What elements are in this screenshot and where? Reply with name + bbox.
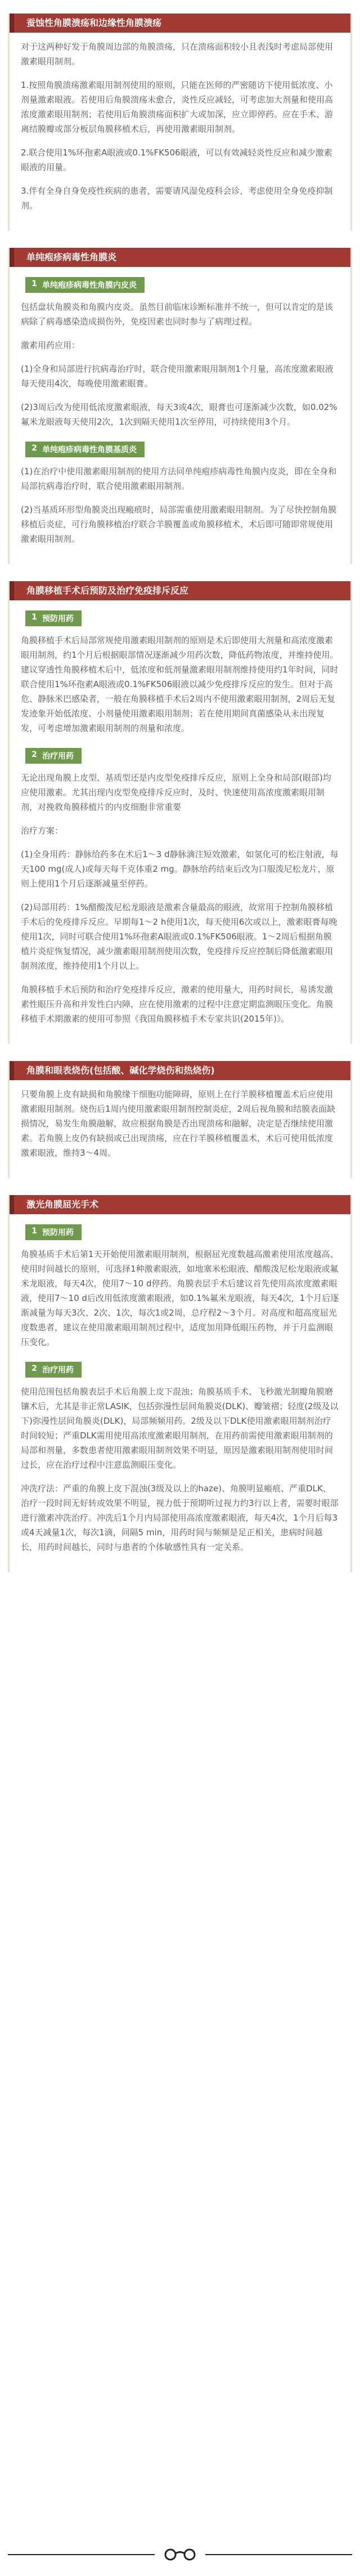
paragraph: (1)在治疗中使用激素眼用制剂的使用方法同单纯疱疹病毒性角膜内皮炎，即在全身和局部抗病毒治疗时，联合使用激素眼用制剂。 [21,466,337,491]
paragraph: 激素用药应用： [21,340,80,350]
section-title: 激光角膜屈光手术 [10,1195,350,1214]
paragraph: (1)全身和局部进行抗病毒治疗时，联合使用激素眼用制剂1个月量，高浓度激素眼液每天使用4次，每晚使用激素眼膏。 [21,364,334,389]
paragraph: 角膜移植手术后局部常规使用激素眼用制剂的原则是术后即使用大剂量和高浓度激素眼用制剂，约1个月后根据眼部情况逐渐减少用药次数，降低药物浓度，并维持使用。建议穿透性角膜移植术后中，低浓度和低剂量激素眼用制剂维持使用约1年时间，同时联合使用1%环孢素A眼液或0.1%FK506眼液以减少免疫排斥反应的发生。但对于高危、静脉米巴感染者，一般在角膜移植手术后2周内不使用激素眼用制剂，2周后无复发迹象开始低浓度、小剂量使用激素眼用制剂；若在使用期间真菌感染从未出现复发，可考虑增加激素眼用制剂的剂量和浓度。 [21,635,339,733]
paragraph: 角膜基质手术后第1天开始使用激素眼用制剂，根据屈光度数越高激素使用浓度越高、使用时间越长的原则，可选择1种激素眼液，如地塞米松眼液、醋酸泼尼松龙眼液或氟米龙眼液，每天4次，使用7～10 d停药。角膜表层手术后建议首先使用高浓度激素眼液，使用7～10 d后改用低浓度激素眼液，如0.1%氟米龙眼液，每天4次，1个月后逐渐减量为每天3次、2次、1次，每次1或2周，总疗程2～3个月。对高度和超高度屈光度数患者，建议在使用激素眼用制剂过程中，适度加用降低眼压药物，并于月监测眼压变化。 [21,1249,339,1347]
paragraph: (2)3周后改为使用低浓度激素眼液，每天3或4次，眼膏也可逐渐减少次数，如0.02%氟米龙眼液每天使用2次，1次到隔天使用1次至停用，可持续使用3个月。 [21,402,338,427]
subheading: 2 治疗用药 [25,1362,82,1378]
paragraph: (2)当基质环形型角膜炎出现瘢痕时，局部需重使用激素眼用制剂。为了尽快控制角膜移植后炎症，可行角膜移植治疗联合羊膜覆盖或角膜移植术，术后即可随即常规使用激素眼用制剂。 [21,505,337,544]
section-hsv-keratitis [8,248,352,564]
paragraph: 1.按照角膜溃疡激素眼用制剂使用的原则，只能在医师的严密随访下使用低浓度、小剂量激素眼液。若使用后角膜溃疡未愈合，炎性反应减轻，可考虑加大剂量和使用高浓度激素眼用制剂；若使用后角膜溃疡面积扩大或加深，应立即停药。应在手术、游离结膜瓣或部分板层角膜移植术后，再使用激素眼用制剂。 [21,80,334,134]
section-burns [8,1061,352,1178]
paragraph: 无论出现角膜上皮型、基质型还是内皮型免疫排斥反应，原则上全身和局部(眼部)均应使用激素。尤其出现内皮型免疫排斥反应时，及时、快速使用高浓度激素眼用制剂，对挽救角膜移植片的内皮细胞非常重要 [21,773,331,812]
paragraph: 冲洗疗法：严重的角膜上皮下混浊(3级及以上的haze)、角膜明显瘢痕、严重DLK、治疗一段时间无好转或效果不明显，视力低于预期听过视力约3行以上者，需要时眼部进行激素冲洗治疗。冲洗后1个月内局部使用高浓度激素眼液，每天4次，1个月后每3或4天减量1次，每次1滴，间隔5 min，用药时间与频频是足正相关，患病时间越长，用药时间越长，同时与患者的个体敏感性具有一定关系。 [21,1483,339,1552]
paragraph: 对于这两种好发于角膜周边部的角膜溃疡，只在溃疡面积较小且表浅时考虑局部使用激素眼用制剂。 [21,42,334,66]
section-keratoplasty [8,581,352,1044]
subheading: 2 治疗用药 [25,748,82,764]
glasses-icon [160,2548,200,2561]
paragraph: 包括盘状角膜炎和角膜内皮炎。虽然目前临床诊断标准并不统一，但可以肯定的是该病除了病毒感染造成损伤外，免疫因素也同时参与了病理过程。 [21,302,334,327]
section-corneal-ulcer [8,14,352,231]
paragraph: 2.联合使用1%环孢素A眼液或0.1%FK506眼液，可以有效减轻炎性反应和减少激素眼液的用量。 [21,148,332,172]
paragraph: 角膜移植手术后预防和治疗免疫排斥反应，激素的使用量大，用药时间长，易诱发激素性眼压升高和并发性白内障，应在使用激素的过程中注意定期监测眼压变化。角膜移植手术期激素的使用可参照《我国角膜移植手术专家共识(2015年)》。 [21,984,334,1024]
footer-divider [8,2544,352,2565]
paragraph: 3.伴有全身自身免疫性疾病的患者，需要请风湿免疫科会诊，考虑使用全身免疫抑制剂。 [21,186,333,211]
paragraph: 治疗方案： [21,826,64,836]
subheading: 1 单纯疱疹病毒性角膜内皮炎 [25,277,145,293]
section-title: 角膜和眼表烧伤(包括酸、碱化学烧伤和热烧伤) [10,1061,350,1080]
subheading: 2 单纯疱疹病毒性角膜基质炎 [25,442,145,457]
article-page [0,14,360,2576]
paragraph: (2)局部用药：1%醋酸泼尼松龙眼液是激素含量最高的眼液，故常用于控制角膜移植手术后的免疫排斥反应。早期每1～2 h使用1次，每天使用6次或以上，激素眼膏每晚使用1次，同时可联合使用1%环孢素A眼液或0.1%FK506眼液。1～2周后根据角膜植片炎症恢复情况，减少激素眼用制剂使用次数，免疫排斥反应控制后降低激素眼用制剂浓度，维持使用1个月以上。 [21,902,338,971]
paragraph: 使用范围包括角膜表层手术后角膜上皮下混浊；角膜基质手术、飞秒激光制瓣角膜磨镶术后，尤其是非正常LASIK，包括弥漫性层间角膜炎(DLK)、瓣皱褶；轻度(2级及以下)弥漫性层间角膜炎(DLK)，局部频频用药。2级及以下DLK使用激素眼用制剂治疗时间较短；严重DLK需用使用高浓度激素眼用制剂，在用药前需使用激素眼用制剂的局部和剂量，多数患者使用激素眼用制剂效果不明显，原因是激素眼用制剂使用时间过长，应在治疗过程中注意监测眼压变化。 [21,1387,339,1470]
subheading: 1 预防用药 [25,610,82,626]
paragraph: (1)全身用药：静脉给药多在术后1～3 d静脉滴注短效激素，如氢化可的松注射液，每天100 mg(成人)或每天每千克体重2 mg。静脉给药结束后改为口服泼尼松龙片，原则上使用1个月后逐渐减量至停药。 [21,849,339,889]
section-title: 角膜移植手术后预防及治疗免疫排斥反应 [10,581,350,600]
paragraph: 只要角膜上皮有缺损和角膜缘干细胞功能障碍，原则上在行羊膜移植覆盖术后应使用激素眼用制剂。烧伤后1周内使用激素眼用制剂控制炎症，2周后视角膜和结膜表面缺损情况，易发生角膜融解，故应根据角膜是否出现溃疡和融解，决定是否继续使用激素。若角膜上皮仍有缺损或已出现溃疡，应在行羊膜移植覆盖术，术后可使用低浓度激素眼液，维持3～4周。 [21,1089,336,1158]
section-refractive-surgery [8,1195,352,1572]
subheading: 1 预防用药 [25,1224,82,1240]
section-title: 单纯疱疹病毒性角膜炎 [10,248,350,267]
section-title: 蚕蚀性角膜溃疡和边缘性角膜溃疡 [10,14,350,33]
